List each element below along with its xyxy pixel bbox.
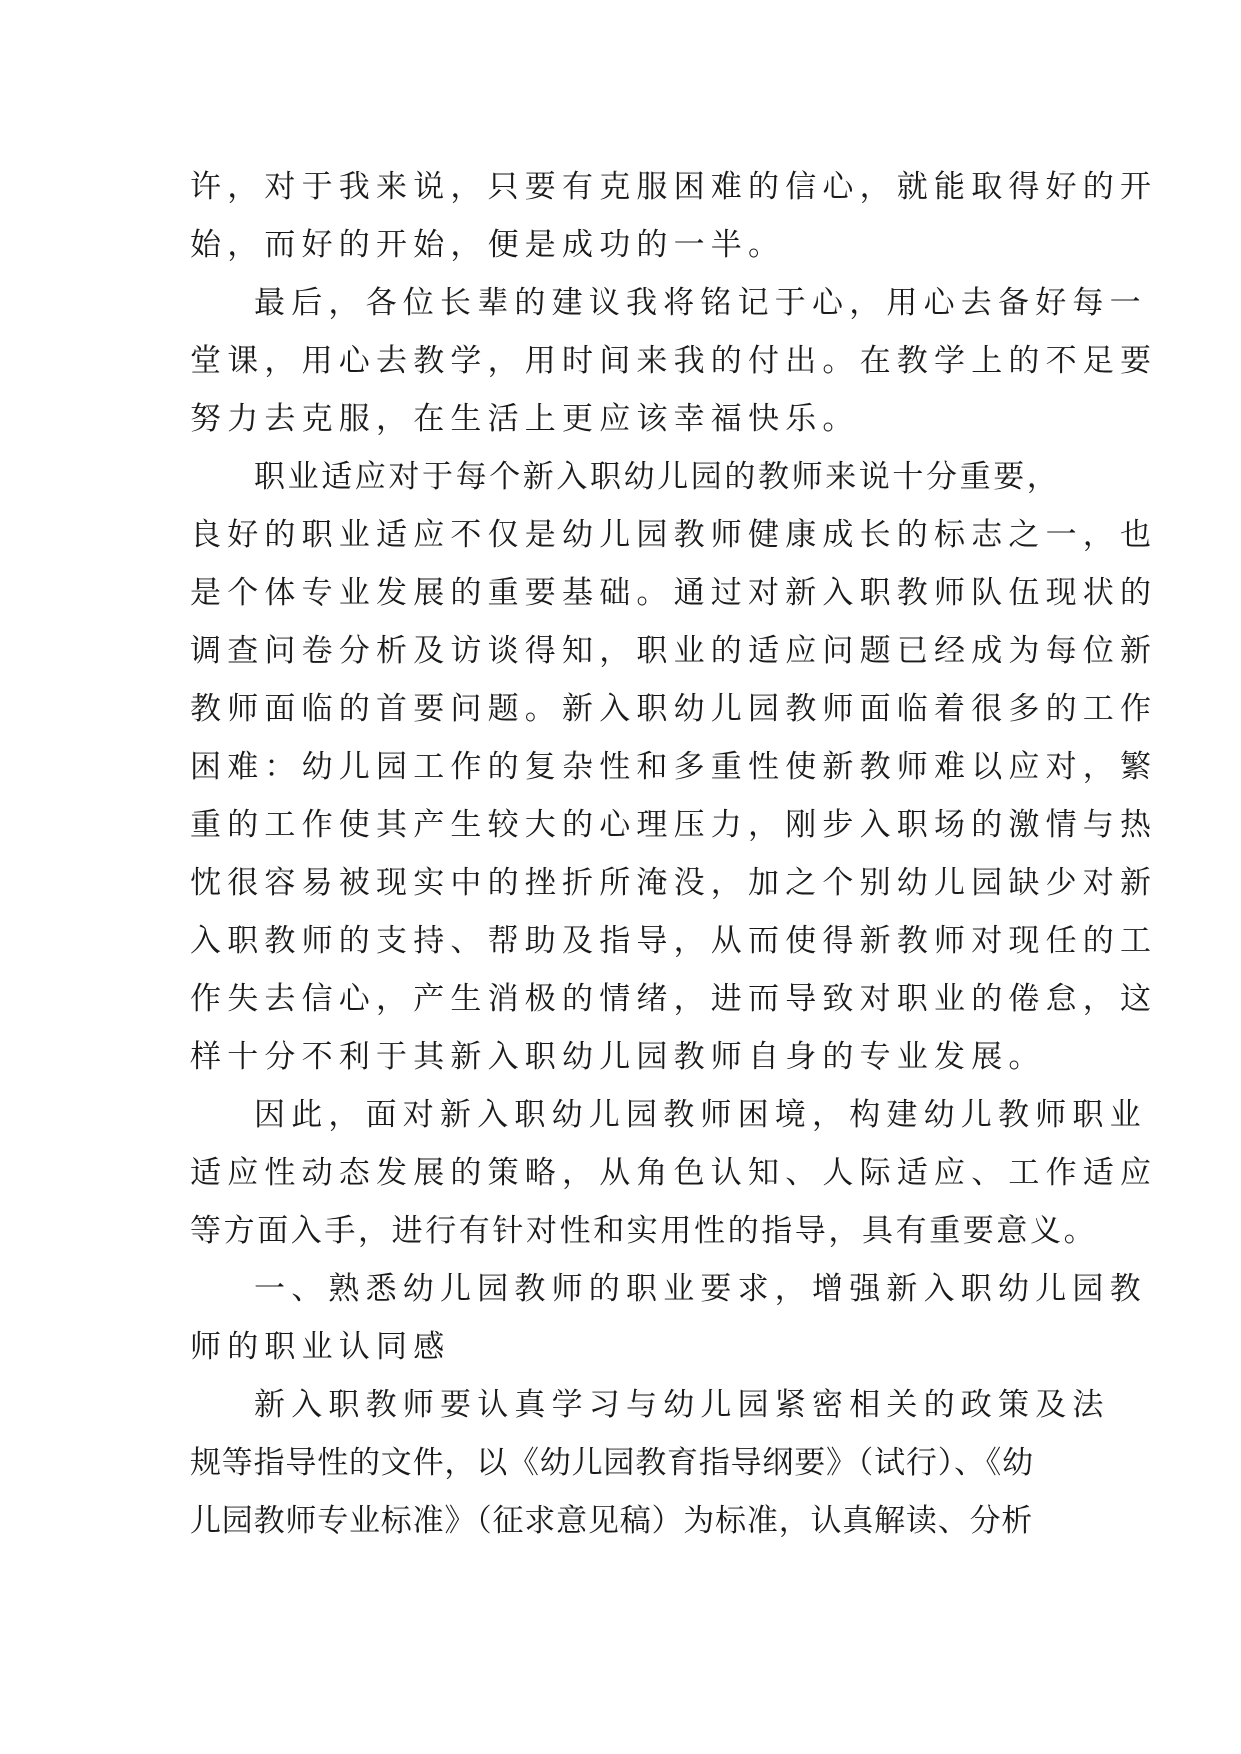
- document-body: [190, 158, 1158, 1550]
- body-line: 始，而好的开始，便是成功的一半。: [190, 227, 786, 263]
- body-line: 适应性动态发展的策略，从角色认知、人际适应、工作适应: [190, 1155, 1158, 1191]
- body-line: 调查问卷分析及访谈得知，职业的适应问题已经成为每位新: [190, 633, 1158, 669]
- paragraph-start-line: 职业适应对于每个新入职幼儿园的教师来说十分重要，: [254, 459, 1061, 495]
- paragraph-start-line: 最后，各位长辈的建议我将铭记于心，用心去备好每一: [254, 285, 1147, 321]
- paragraph-start-line: 因此，面对新入职幼儿园教师困境，构建幼儿教师职业: [254, 1097, 1147, 1133]
- body-line: 儿园教师专业标准》（征求意见稿）为标准，认真解读、分析: [190, 1503, 1034, 1539]
- paragraph-start-line: 新入职教师要认真学习与幼儿园紧密相关的政策及法: [254, 1387, 1110, 1423]
- body-line: 规等指导性的文件，以《幼儿园教育指导纲要》（试行）、《幼: [190, 1445, 1034, 1481]
- body-line: 重的工作使其产生较大的心理压力，刚步入职场的激情与热: [190, 807, 1158, 843]
- body-line: 样十分不利于其新入职幼儿园教师自身的专业发展。: [190, 1039, 1046, 1075]
- body-line: 入职教师的支持、帮助及指导，从而使得新教师对现任的工: [190, 923, 1158, 959]
- section-heading-line: 师的职业认同感: [190, 1329, 451, 1365]
- body-line: 是个体专业发展的重要基础。通过对新入职教师队伍现状的: [190, 575, 1158, 611]
- body-line: 努力去克服，在生活上更应该幸福快乐。: [190, 401, 860, 437]
- body-line: 教师面临的首要问题。新入职幼儿园教师面临着很多的工作: [190, 691, 1158, 727]
- body-line: 等方面入手，进行有针对性和实用性的指导，具有重要意义。: [190, 1213, 1098, 1249]
- body-line: 作失去信心，产生消极的情绪，进而导致对职业的倦怠，这: [190, 981, 1158, 1017]
- body-line: 堂课，用心去教学，用时间来我的付出。在教学上的不足要: [190, 343, 1158, 379]
- body-line: 良好的职业适应不仅是幼儿园教师健康成长的标志之一，也: [190, 517, 1158, 553]
- body-line: 困难：幼儿园工作的复杂性和多重性使新教师难以应对，繁: [190, 749, 1158, 785]
- section-heading-line: 一、熟悉幼儿园教师的职业要求，增强新入职幼儿园教: [254, 1271, 1147, 1307]
- body-line: 忱很容易被现实中的挫折所淹没，加之个别幼儿园缺少对新: [190, 865, 1158, 901]
- body-line: 许，对于我来说，只要有克服困难的信心，就能取得好的开: [190, 169, 1158, 205]
